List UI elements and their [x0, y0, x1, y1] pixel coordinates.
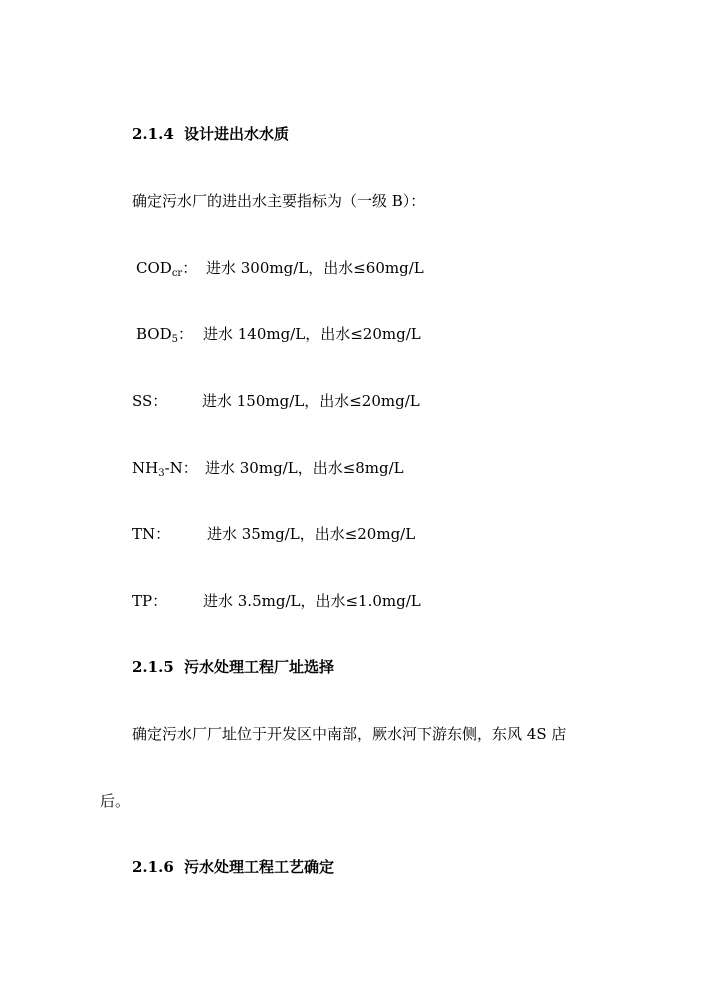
section-heading-2-1-4: [132, 124, 289, 144]
param-row-nh3n: [132, 458, 198, 484]
param-value-bod: 进水 140mg/L，出水≤20mg/L: [203, 325, 421, 343]
param-value-tn: 进水 35mg/L，出水≤20mg/L: [207, 525, 416, 543]
param-label: $NH_3-N$：: [132, 459, 198, 479]
section-title: 污水处理工程工艺确定: [184, 858, 335, 876]
param-label: $COD_{cr}$：: [136, 259, 198, 279]
param-row-ss: [132, 391, 167, 417]
param-label: SS：: [132, 392, 168, 410]
site-paragraph-line-1: 确定污水厂厂址位于开发区中南部，厥水河下游东侧，东风 4S 店: [132, 725, 567, 743]
param-label: $BOD_5$：: [136, 325, 194, 345]
param-label: TN：: [132, 525, 171, 543]
param-label: TP：: [132, 592, 168, 610]
intro-paragraph: 确定污水厂的进出水主要指标为（一级 B）：: [132, 192, 426, 210]
param-row-tp: [132, 591, 167, 617]
param-row-cod: [136, 258, 197, 284]
param-value-nh3n: 进水 30mg/L，出水≤8mg/L: [205, 459, 404, 477]
param-value-cod: 进水 300mg/L，出水≤60mg/L: [206, 259, 424, 277]
site-paragraph-line-2: 后。: [100, 792, 131, 810]
param-row-bod: [136, 324, 193, 350]
param-value-ss: 进水 150mg/L，出水≤20mg/L: [202, 392, 420, 410]
section-title: 设计进出水水质: [184, 125, 290, 143]
section-number: 2.1.5: [132, 658, 174, 676]
section-number: 2.1.4: [132, 125, 174, 143]
param-value-tp: 进水 3.5mg/L，出水≤1.0mg/L: [203, 592, 421, 610]
param-row-tn: [132, 524, 170, 550]
section-heading-2-1-5: [132, 657, 334, 677]
section-number: 2.1.6: [132, 858, 174, 876]
section-heading-2-1-6: [132, 857, 334, 877]
section-title: 污水处理工程厂址选择: [184, 658, 335, 676]
